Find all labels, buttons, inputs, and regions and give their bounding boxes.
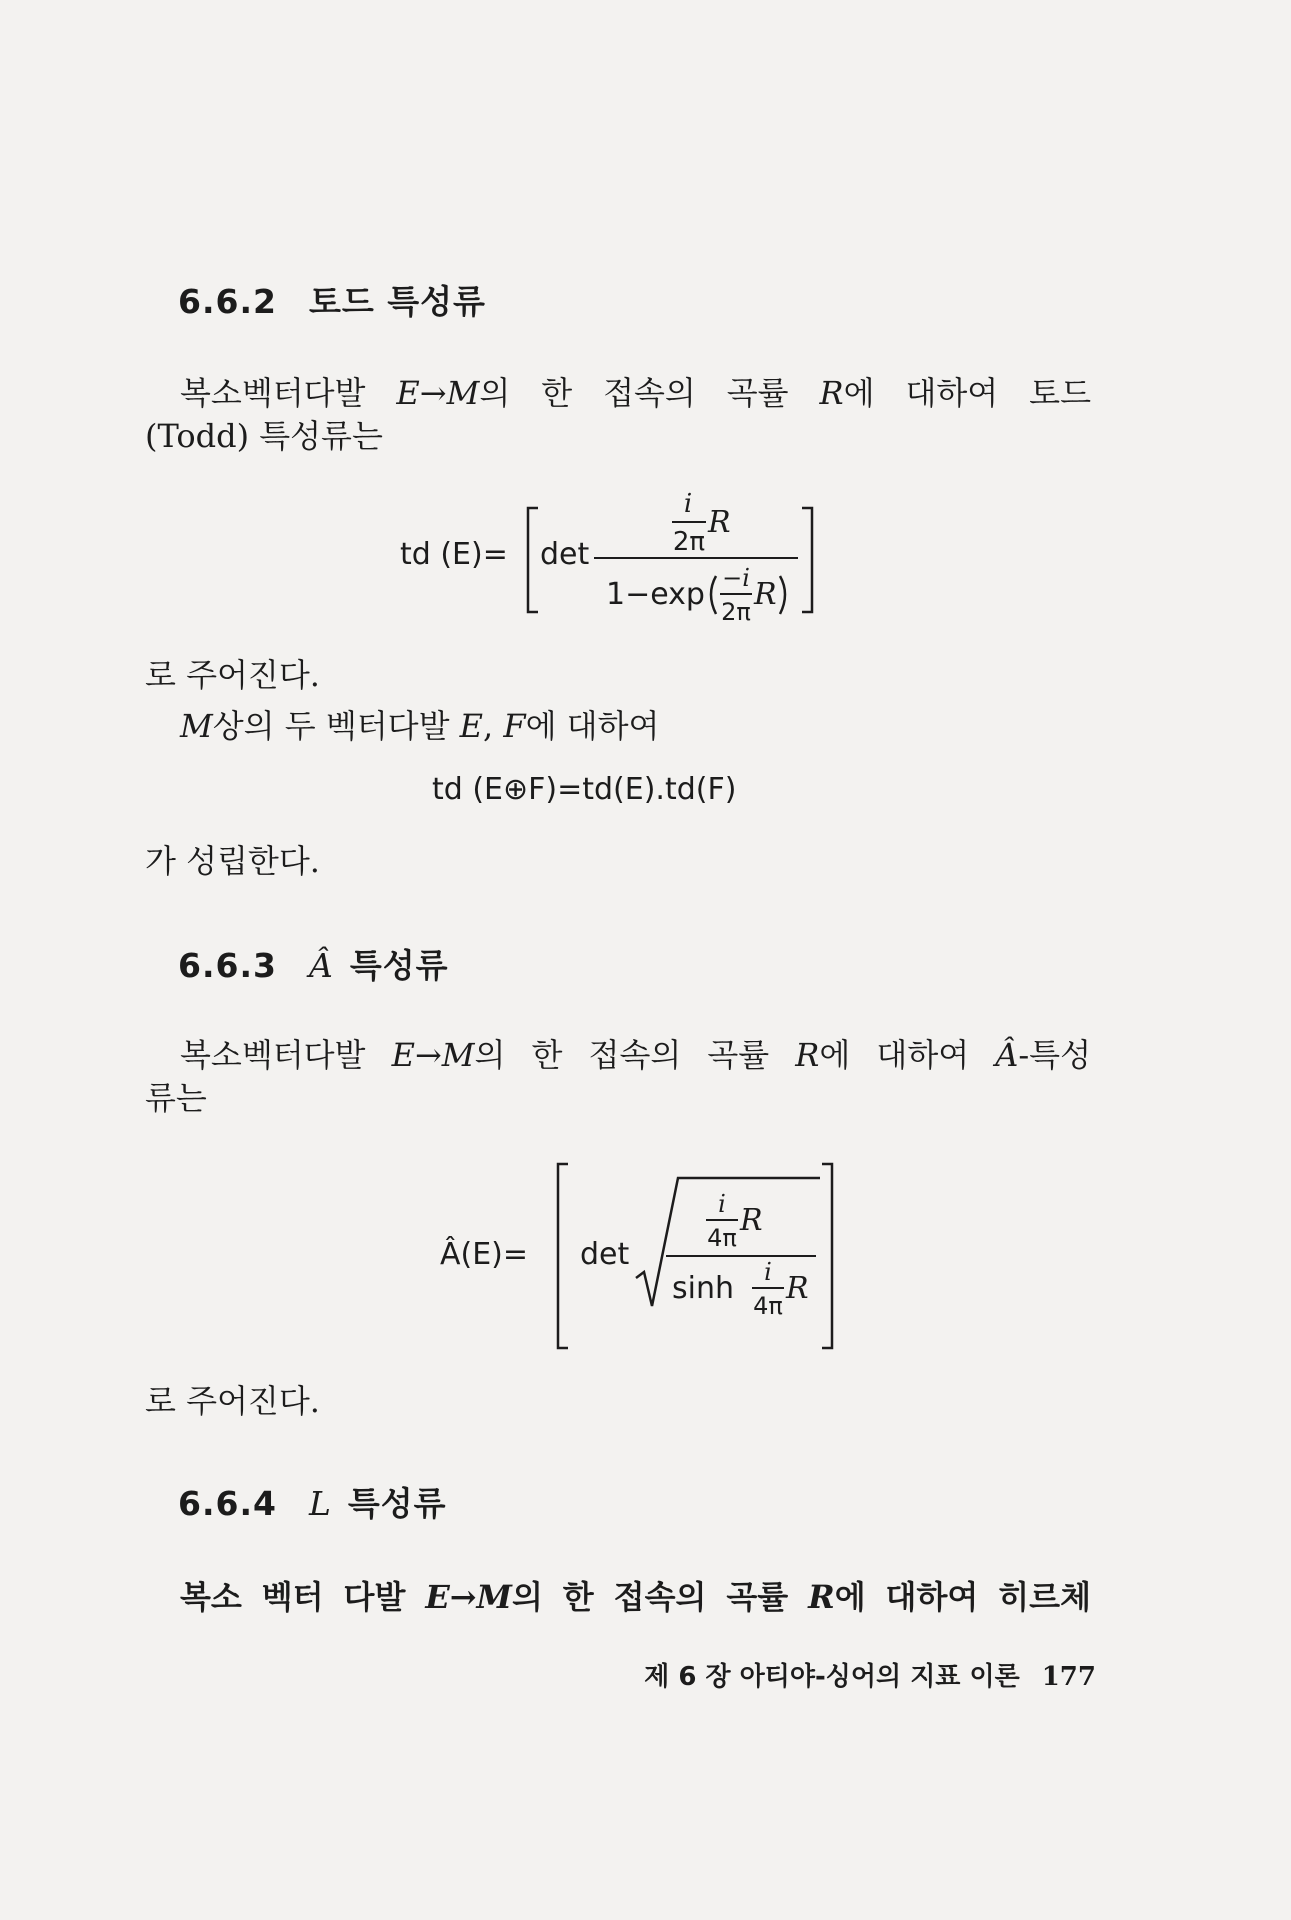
section-symbol: Â: [308, 946, 334, 985]
denominator-sinh: sinh: [672, 1271, 734, 1306]
chapter-title: 제 6 장 아티야-싱어의 지표 이론: [644, 1662, 1020, 1692]
section-heading-ahat: [178, 940, 448, 987]
numerator-R: R: [740, 1203, 763, 1238]
numerator-R: R: [708, 505, 731, 540]
denominator-R: R: [786, 1271, 809, 1306]
section-symbol: L: [308, 1484, 332, 1523]
numerator-2pi: 2π: [672, 527, 706, 557]
section-heading-l: [178, 1478, 447, 1525]
ahat-intro-paragraph: [145, 1034, 1091, 1120]
todd-after-text: 로 주어진다.: [145, 656, 320, 694]
left-bracket: [528, 508, 538, 612]
todd-intro-line-1: 복소벡터다발 E→M의 한 접속의 곡률 R에 대하여 토드: [180, 374, 1091, 412]
section-title: 토드 특성류: [308, 282, 486, 321]
right-paren: [780, 576, 785, 614]
todd-property-intro: M상의 두 벡터다발 E, F에 대하여: [180, 707, 660, 745]
section-title: 특성류: [347, 1484, 447, 1523]
page-footer: [606, 1656, 1096, 1693]
ahat-class-formula: [420, 1156, 840, 1356]
numerator-i: i: [718, 1190, 726, 1218]
denominator-2pi: 2π: [721, 598, 751, 626]
section-heading-todd: [178, 276, 486, 323]
section-title: 특성류: [349, 946, 449, 985]
numerator-4pi: 4π: [707, 1224, 737, 1252]
numerator-i: i: [683, 489, 693, 519]
left-paren: [711, 576, 716, 614]
formula-det: det: [580, 1237, 630, 1272]
denominator-i: i: [764, 1258, 772, 1286]
l-intro-line-1: 복소 벡터 다발 E→M의 한 접속의 곡률 R에 대하여 히르체: [180, 1578, 1091, 1616]
right-bracket: [822, 1164, 832, 1348]
page-number: 177: [1041, 1662, 1096, 1692]
left-bracket: [558, 1164, 568, 1348]
section-number: 6.6.3: [178, 946, 277, 985]
ahat-intro-line-1: 복소벡터다발 E→M의 한 접속의 곡률 R에 대하여 Â-특성: [180, 1036, 1091, 1074]
denominator-prefix: 1−exp: [606, 577, 705, 612]
section-number: 6.6.4: [178, 1484, 277, 1523]
denominator-minus-i: −i: [722, 564, 750, 592]
todd-class-formula: [380, 480, 860, 640]
formula-lhs: Â(E)=: [440, 1237, 529, 1272]
section-number: 6.6.2: [178, 282, 277, 321]
formula-lhs: td (E)=: [400, 537, 508, 572]
denominator-R: R: [754, 577, 777, 612]
todd-intro-line-2: (Todd) 특성류는: [145, 417, 383, 456]
todd-intro-paragraph: [145, 372, 1091, 458]
l-intro-paragraph: [145, 1576, 1091, 1619]
formula-det: det: [540, 537, 590, 572]
ahat-intro-line-2: 류는: [145, 1079, 207, 1118]
denominator-4pi: 4π: [753, 1292, 783, 1320]
right-bracket: [802, 508, 812, 612]
ahat-after-text: 로 주어진다.: [145, 1382, 320, 1420]
todd-multiplicativity-formula: td (E⊕F)=td(E).td(F): [432, 772, 737, 807]
todd-property-after: 가 성립한다.: [145, 842, 320, 880]
